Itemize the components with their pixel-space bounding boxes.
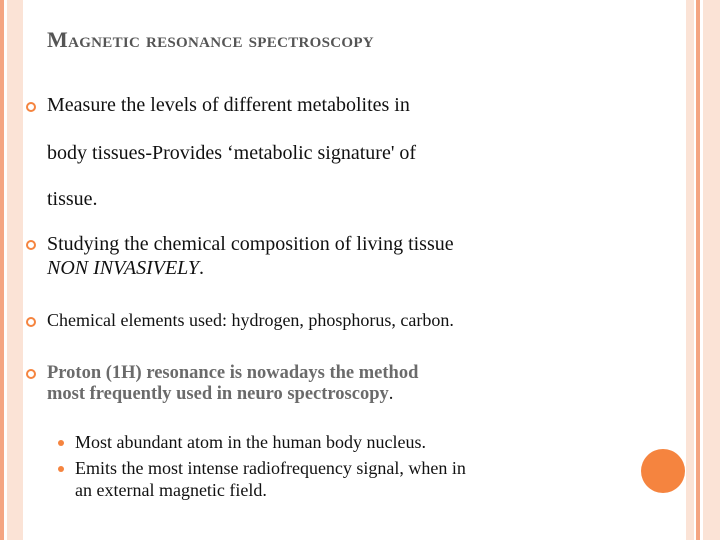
bullet-text [47, 384, 393, 405]
bullet-text: Chemical elements used: hydrogen, phosphorus, carbon. [47, 310, 454, 330]
bullet-text: body tissues-Provides ‘metabolic signature' of [47, 142, 417, 164]
decorative-stripe [0, 0, 4, 540]
slide-title: Magnetic resonance spectroscopy [47, 27, 374, 52]
sub-bullet-icon [58, 440, 64, 446]
bullet-icon [26, 369, 36, 379]
decorative-stripe [696, 0, 700, 540]
bullet-text-span: most frequently used in neuro spectroscopy [47, 384, 389, 404]
sub-bullet-text: an external magnetic field. [75, 480, 267, 500]
bullet-text: tissue. [47, 188, 98, 210]
bullet-text: Studying the chemical composition of living tissue [47, 233, 454, 255]
punctuation: . [388, 384, 394, 404]
punctuation: . [199, 257, 205, 279]
bullet-icon [26, 317, 36, 327]
decorative-stripe [686, 0, 694, 540]
decorative-stripe [7, 0, 23, 540]
bullet-icon [26, 102, 36, 112]
bullet-icon [26, 240, 36, 250]
sub-bullet-text: Emits the most intense radiofrequency signal, when in [75, 458, 466, 478]
bullet-text: Measure the levels of different metabolites in [47, 94, 410, 116]
emphasis-text: NON INVASIVELY [47, 257, 200, 279]
decorative-circle [641, 449, 685, 493]
sub-bullet-text: Most abundant atom in the human body nucleus. [75, 432, 426, 452]
bullet-text [47, 257, 204, 280]
bullet-text: Proton (1H) resonance is nowadays the method [47, 363, 419, 383]
sub-bullet-icon [58, 466, 64, 472]
decorative-stripe [703, 0, 720, 540]
